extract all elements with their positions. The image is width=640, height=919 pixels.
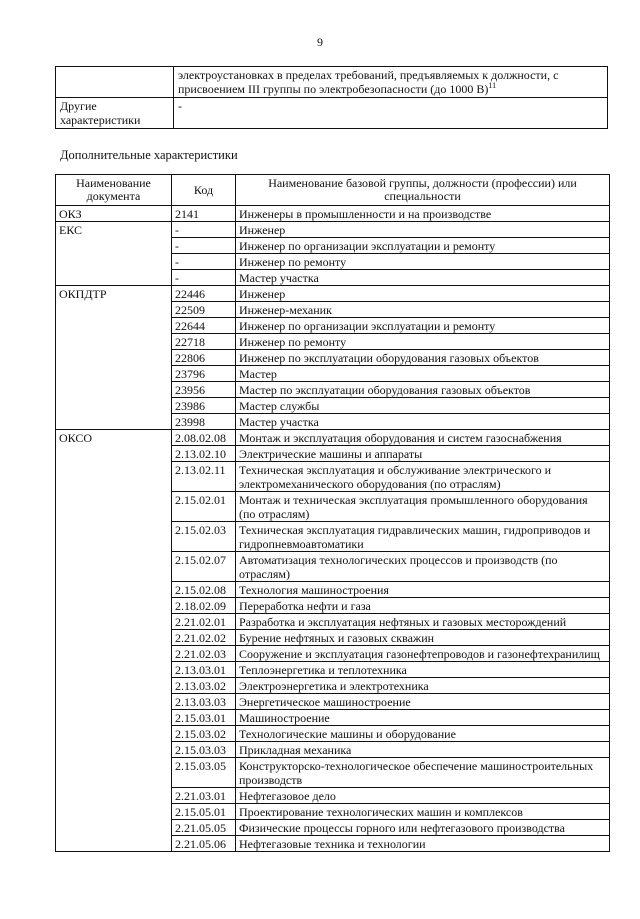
code-cell: 2.21.02.03 xyxy=(172,646,236,662)
title-cell: Проектирование технологических машин и комплексов xyxy=(236,804,610,820)
other-characteristics-value: - xyxy=(174,98,608,129)
code-cell: 2.21.02.01 xyxy=(172,614,236,630)
title-cell: Технология машиностроения xyxy=(236,582,610,598)
footnote-marker: 11 xyxy=(488,81,497,90)
document-name-cell: ОКЗ xyxy=(56,206,172,222)
title-cell: Техническая эксплуатация и обслуживание электрического и электромеханического оборудования (по отраслям) xyxy=(236,462,610,492)
code-cell: 2.13.03.02 xyxy=(172,678,236,694)
code-cell: 22509 xyxy=(172,302,236,318)
title-cell: Инженер-механик xyxy=(236,302,610,318)
table-row xyxy=(56,430,610,446)
title-cell: Инженер xyxy=(236,286,610,302)
code-cell: 2141 xyxy=(172,206,236,222)
title-cell: Физические процессы горного или нефтегазового производства xyxy=(236,820,610,836)
title-cell: Монтаж и эксплуатация оборудования и систем газоснабжения xyxy=(236,430,610,446)
header-name: Наименование базовой группы, должности (профессии) или специальности xyxy=(236,175,610,206)
document-name-cell: ЕКС xyxy=(56,222,172,286)
header-document: Наименование документа xyxy=(56,175,172,206)
code-cell: - xyxy=(172,254,236,270)
title-cell: Монтаж и техническая эксплуатация промышленного оборудования (по отраслям) xyxy=(236,492,610,522)
title-cell: Мастер участка xyxy=(236,414,610,430)
code-cell: 2.21.02.02 xyxy=(172,630,236,646)
title-cell: Переработка нефти и газа xyxy=(236,598,610,614)
code-cell: 2.15.02.03 xyxy=(172,522,236,552)
title-cell: Инженер xyxy=(236,222,610,238)
table-row xyxy=(56,67,608,98)
code-cell: 23986 xyxy=(172,398,236,414)
code-cell: 23998 xyxy=(172,414,236,430)
table-cell xyxy=(174,67,608,98)
title-cell: Энергетическое машиностроение xyxy=(236,694,610,710)
title-cell: Электроэнергетика и электротехника xyxy=(236,678,610,694)
code-cell: 2.15.02.01 xyxy=(172,492,236,522)
additional-characteristics-table xyxy=(55,174,610,852)
title-cell: Мастер службы xyxy=(236,398,610,414)
section-heading: Дополнительные характеристики xyxy=(60,148,238,162)
title-cell: Разработка и эксплуатация нефтяных и газовых месторождений xyxy=(236,614,610,630)
code-cell: 2.21.05.05 xyxy=(172,820,236,836)
table-row xyxy=(56,222,610,238)
code-cell: 22718 xyxy=(172,334,236,350)
qualification-table xyxy=(55,66,608,129)
code-cell: 2.13.02.10 xyxy=(172,446,236,462)
table-body xyxy=(56,206,610,852)
title-cell: Прикладная механика xyxy=(236,742,610,758)
code-cell: 2.15.03.01 xyxy=(172,710,236,726)
code-cell: 2.13.03.01 xyxy=(172,662,236,678)
code-cell: - xyxy=(172,270,236,286)
code-cell: 2.15.03.03 xyxy=(172,742,236,758)
title-cell: Бурение нефтяных и газовых скважин xyxy=(236,630,610,646)
title-cell: Машиностроение xyxy=(236,710,610,726)
code-cell: 2.15.05.01 xyxy=(172,804,236,820)
code-cell: 2.15.02.07 xyxy=(172,552,236,582)
title-cell: Теплоэнергетика и теплотехника xyxy=(236,662,610,678)
code-cell: 23796 xyxy=(172,366,236,382)
table-row xyxy=(56,206,610,222)
title-cell: Инженер по ремонту xyxy=(236,334,610,350)
title-cell: Автоматизация технологических процессов и производств (по отраслям) xyxy=(236,552,610,582)
table-cell xyxy=(56,67,174,98)
code-cell: 2.21.03.01 xyxy=(172,788,236,804)
title-cell: Инженер по ремонту xyxy=(236,254,610,270)
code-cell: - xyxy=(172,238,236,254)
table-row xyxy=(56,98,608,129)
title-cell: Мастер по эксплуатации оборудования газовых объектов xyxy=(236,382,610,398)
requirements-text: электроустановках в пределах требований, предъявляемых к должности, с присвоением III группы по электробезопасности (до 1000 В) xyxy=(178,68,559,96)
code-cell: 2.15.03.05 xyxy=(172,758,236,788)
title-cell: Инженер по организации эксплуатации и ремонту xyxy=(236,318,610,334)
document-name-cell: ОКСО xyxy=(56,430,172,852)
title-cell: Инженеры в промышленности и на производстве xyxy=(236,206,610,222)
header-code: Код xyxy=(172,175,236,206)
title-cell: Сооружение и эксплуатация газонефтепроводов и газонефтехранилищ xyxy=(236,646,610,662)
code-cell: 2.15.02.08 xyxy=(172,582,236,598)
title-cell: Мастер xyxy=(236,366,610,382)
title-cell: Инженер по организации эксплуатации и ремонту xyxy=(236,238,610,254)
code-cell: 2.15.03.02 xyxy=(172,726,236,742)
title-cell: Нефтегазовые техника и технологии xyxy=(236,836,610,852)
document-name-cell: ОКПДТР xyxy=(56,286,172,430)
title-cell: Техническая эксплуатация гидравлических машин, гидроприводов и гидропневмоавтоматики xyxy=(236,522,610,552)
other-characteristics-label: Другие характеристики xyxy=(56,98,174,129)
title-cell: Технологические машины и оборудование xyxy=(236,726,610,742)
page-number: 9 xyxy=(317,35,323,49)
code-cell: 2.13.03.03 xyxy=(172,694,236,710)
code-cell: 2.21.05.06 xyxy=(172,836,236,852)
table-row xyxy=(56,286,610,302)
code-cell: 22806 xyxy=(172,350,236,366)
code-cell: 23956 xyxy=(172,382,236,398)
code-cell: 2.13.02.11 xyxy=(172,462,236,492)
title-cell: Нефтегазовое дело xyxy=(236,788,610,804)
title-cell: Инженер по эксплуатации оборудования газовых объектов xyxy=(236,350,610,366)
code-cell: 2.08.02.08 xyxy=(172,430,236,446)
code-cell: 22446 xyxy=(172,286,236,302)
code-cell: 22644 xyxy=(172,318,236,334)
title-cell: Конструкторско-технологическое обеспечение машиностроительных производств xyxy=(236,758,610,788)
code-cell: 2.18.02.09 xyxy=(172,598,236,614)
table-header-row xyxy=(56,175,610,206)
title-cell: Мастер участка xyxy=(236,270,610,286)
title-cell: Электрические машины и аппараты xyxy=(236,446,610,462)
code-cell: - xyxy=(172,222,236,238)
